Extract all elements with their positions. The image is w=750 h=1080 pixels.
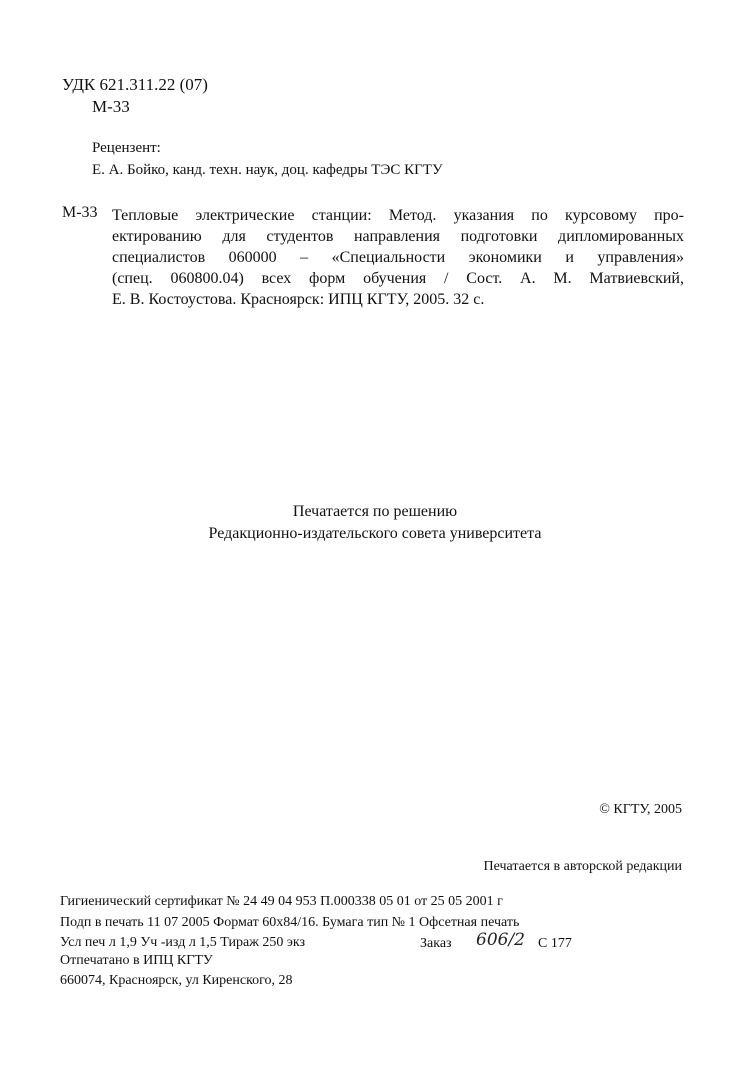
entry-line: ектированию для студентов направления подготовки дипломированных (112, 228, 684, 245)
copyright: © КГТУ, 2005 (599, 802, 682, 817)
bibliographic-entry (112, 205, 684, 310)
print-decision-line-1: Печатается по решению (292, 503, 458, 520)
address: 660074, Красноярск, ул Киренского, 28 (60, 973, 293, 988)
entry-line: Тепловые электрические станции: Метод. указания по курсовому про- (112, 207, 684, 224)
reviewer-label: Рецензент: (92, 140, 161, 156)
entry-line: (спец. 060800.04) всех форм обучения / Сост. А. М. Матвиевский, (112, 270, 684, 287)
entry-line: Е. В. Костоустова. Красноярск: ИПЦ КГТУ, 2005. 32 с. (112, 291, 485, 308)
udk-code: УДК 621.311.22 (07) (62, 75, 208, 94)
reviewer-name: Е. А. Бойко, канд. техн. наук, доц. кафедры ТЭС КГТУ (92, 162, 443, 178)
print-details: Подп в печать 11 07 2005 Формат 60x84/16. Бумага тип № 1 Офсетная печать (60, 915, 520, 930)
print-decision-line-2: Редакционно-издательского совета университета (208, 525, 542, 542)
printed-at: Отпечатано в ИПЦ КГТУ (60, 953, 213, 968)
order-c-code: С 177 (538, 936, 572, 951)
entry-line: специалистов 060000 – «Специальности экономики и управления» (112, 249, 684, 266)
author-edition-note: Печатается в авторской редакции (483, 859, 682, 874)
hygiene-certificate: Гигиенический сертификат № 24 49 04 953 П.000338 05 01 от 25 05 2001 г (60, 894, 503, 909)
order-number-handwritten: 606/2 (476, 930, 525, 950)
book-code: М-33 (92, 97, 130, 116)
order-label: Заказ (420, 936, 452, 951)
print-sheets: Усл печ л 1,9 Уч -изд л 1,5 Тираж 250 экз (60, 935, 306, 950)
entry-code: М-33 (62, 204, 98, 221)
